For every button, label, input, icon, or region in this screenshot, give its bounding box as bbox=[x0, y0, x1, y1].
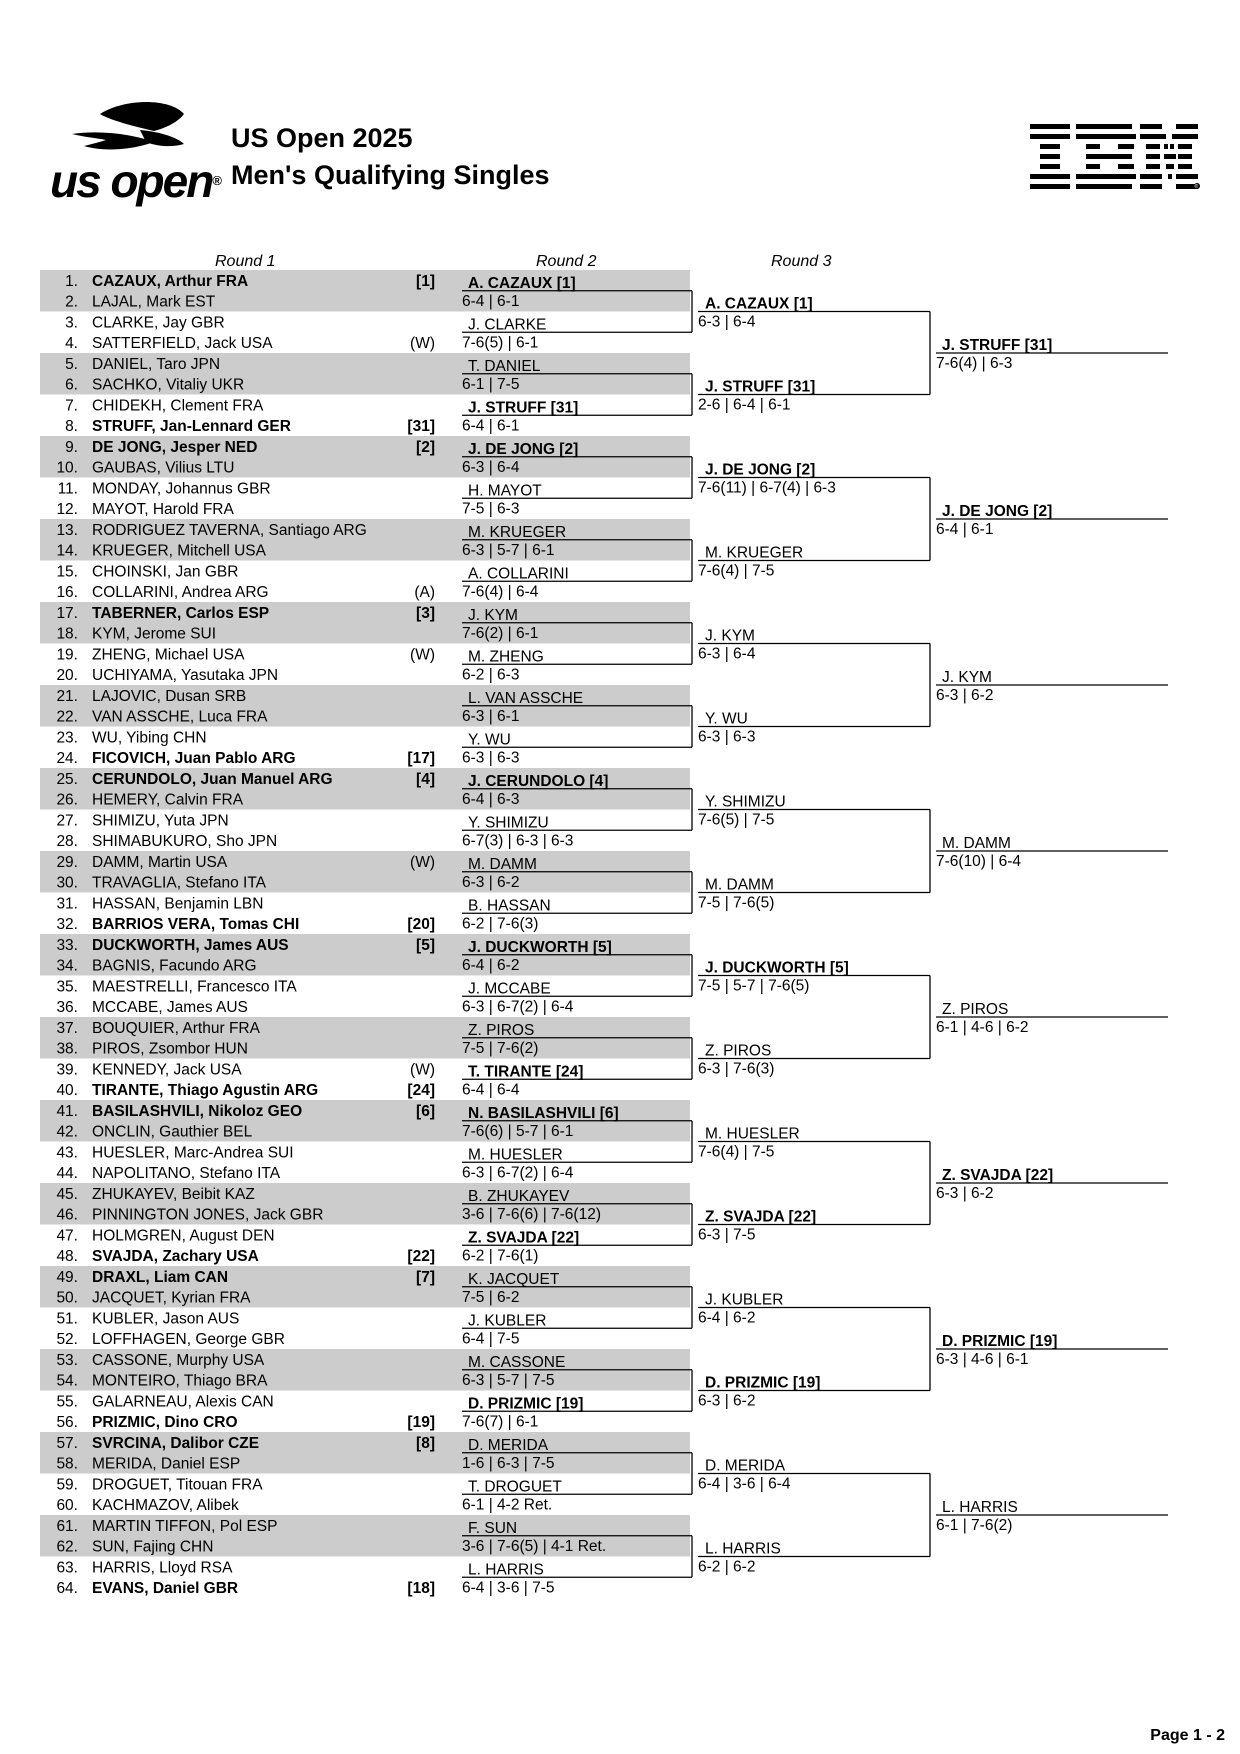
draw-position-number: 39. bbox=[56, 1061, 78, 1079]
round1-player: GALARNEAU, Alexis CAN bbox=[92, 1393, 274, 1411]
round2-winner: K. JACQUET bbox=[468, 1270, 560, 1288]
seed-tag: (W) bbox=[410, 853, 435, 871]
round1-player: CERUNDOLO, Juan Manuel ARG bbox=[92, 770, 333, 788]
round3-score: 6-4 | 6-2 bbox=[698, 1309, 756, 1327]
round2-score: 6-1 | 4-2 Ret. bbox=[462, 1496, 553, 1514]
round3-winner: Z. PIROS bbox=[705, 1042, 772, 1060]
seed-tag: [8] bbox=[416, 1434, 435, 1452]
seed-tag: [31] bbox=[407, 418, 435, 435]
round1-player: SHIMIZU, Yuta JPN bbox=[92, 812, 229, 830]
draw-position-number: 27. bbox=[56, 812, 78, 830]
round2-winner: L. VAN ASSCHE bbox=[468, 689, 584, 707]
draw-position-number: 46. bbox=[56, 1206, 78, 1224]
round1-player: GAUBAS, Vilius LTU bbox=[92, 459, 235, 477]
round1-player: NAPOLITANO, Stefano ITA bbox=[92, 1165, 281, 1182]
round1-player: SVAJDA, Zachary USA bbox=[92, 1248, 259, 1265]
round2-score: 7-6(5) | 6-1 bbox=[462, 334, 539, 352]
draw-position-number: 28. bbox=[56, 833, 78, 850]
round3-score: 6-2 | 6-2 bbox=[698, 1558, 756, 1576]
seed-tag: [7] bbox=[416, 1268, 435, 1286]
round-3-label: Round 3 bbox=[771, 253, 832, 270]
draw-position-number: 47. bbox=[56, 1227, 78, 1245]
draw-position-number: 37. bbox=[56, 1019, 78, 1037]
round1-player: KYM, Jerome SUI bbox=[92, 625, 217, 643]
round1-player: CASSONE, Murphy USA bbox=[92, 1351, 265, 1369]
round2-score: 3-6 | 7-6(5) | 4-1 Ret. bbox=[462, 1537, 607, 1555]
round3-score: 6-3 | 7-6(3) bbox=[698, 1060, 775, 1078]
draw-position-number: 41. bbox=[56, 1102, 78, 1120]
draw-position-number: 61. bbox=[56, 1517, 78, 1535]
draw-position-number: 26. bbox=[56, 791, 78, 809]
round1-player: PIROS, Zsombor HUN bbox=[92, 1040, 248, 1058]
round3-winner: Z. SVAJDA [22] bbox=[705, 1208, 817, 1226]
round3-winner: A. CAZAUX [1] bbox=[705, 295, 813, 313]
round2-winner: D. PRIZMIC [19] bbox=[468, 1395, 584, 1413]
round2-score: 6-4 | 6-2 bbox=[462, 956, 520, 974]
round2-score: 6-3 | 6-2 bbox=[462, 873, 520, 891]
round3-winner: D. PRIZMIC [19] bbox=[705, 1374, 821, 1392]
draw-position-number: 1. bbox=[65, 272, 78, 290]
round1-player: BAGNIS, Facundo ARG bbox=[92, 957, 257, 975]
round1-player: DAMM, Martin USA bbox=[92, 853, 228, 871]
draw-position-number: 29. bbox=[56, 853, 78, 871]
us-open-logo-text: us open bbox=[50, 155, 213, 207]
round1-player: ONCLIN, Gauthier BEL bbox=[92, 1123, 253, 1141]
draw-position-number: 52. bbox=[56, 1331, 78, 1348]
round2-score: 6-4 | 6-3 bbox=[462, 790, 520, 808]
round2-winner: Y. WU bbox=[468, 731, 511, 749]
draw-position-number: 57. bbox=[56, 1434, 78, 1452]
qualifier-score: 6-3 | 4-6 | 6-1 bbox=[936, 1351, 1029, 1368]
qualifier-name: J. KYM bbox=[942, 669, 992, 686]
seed-tag: [17] bbox=[407, 750, 435, 767]
draw-position-number: 60. bbox=[56, 1497, 78, 1514]
round1-player: SATTERFIELD, Jack USA bbox=[92, 335, 273, 352]
qualifier-name: Z. PIROS bbox=[942, 1001, 1009, 1018]
round2-winner: J. CLARKE bbox=[468, 316, 547, 334]
round1-player: LAJOVIC, Dusan SRB bbox=[92, 687, 247, 705]
round2-score: 1-6 | 6-3 | 7-5 bbox=[462, 1454, 555, 1472]
round1-player: HUESLER, Marc-Andrea SUI bbox=[92, 1144, 294, 1162]
draw-position-number: 20. bbox=[56, 667, 78, 684]
page-number: Page 1 - 2 bbox=[1150, 1727, 1225, 1744]
round1-player: EVANS, Daniel GBR bbox=[92, 1580, 239, 1597]
round1-player: BOUQUIER, Arthur FRA bbox=[92, 1019, 260, 1037]
round1-player: FICOVICH, Juan Pablo ARG bbox=[92, 750, 296, 767]
round2-score: 6-3 | 6-3 bbox=[462, 749, 520, 767]
qualifier-name: Z. SVAJDA [22] bbox=[942, 1167, 1054, 1184]
draw-position-number: 32. bbox=[56, 916, 78, 933]
round2-winner: M. CASSONE bbox=[468, 1353, 566, 1371]
round2-score: 7-6(7) | 6-1 bbox=[462, 1413, 539, 1431]
round1-player: MERIDA, Daniel ESP bbox=[92, 1455, 241, 1473]
seed-tag: (W) bbox=[410, 646, 435, 664]
qualifier-name: L. HARRIS bbox=[942, 1499, 1018, 1516]
round1-player: HEMERY, Calvin FRA bbox=[92, 791, 244, 809]
round2-score: 6-3 | 6-7(2) | 6-4 bbox=[462, 1164, 574, 1182]
seed-tag: [6] bbox=[416, 1102, 435, 1120]
round2-score: 6-2 | 7-6(3) bbox=[462, 915, 539, 933]
round2-score: 6-4 | 6-4 bbox=[462, 1081, 520, 1099]
round3-score: 6-3 | 6-4 bbox=[698, 645, 756, 663]
draw-position-number: 48. bbox=[56, 1248, 78, 1265]
round1-player: CAZAUX, Arthur FRA bbox=[92, 272, 249, 290]
round2-winner: T. DANIEL bbox=[468, 357, 541, 375]
round3-winner: J. STRUFF [31] bbox=[705, 378, 816, 396]
round2-score: 6-4 | 6-1 bbox=[462, 292, 520, 310]
round3-winner: J. DUCKWORTH [5] bbox=[705, 959, 849, 977]
ibm-registered-mark: ® bbox=[1194, 184, 1199, 190]
seed-tag: (W) bbox=[410, 335, 435, 352]
round3-winner: J. KUBLER bbox=[705, 1291, 784, 1309]
seed-tag: [3] bbox=[416, 604, 435, 622]
round1-player: MARTIN TIFFON, Pol ESP bbox=[92, 1517, 278, 1535]
round1-player: HARRIS, Lloyd RSA bbox=[92, 1559, 233, 1577]
draw-position-number: 49. bbox=[56, 1268, 78, 1286]
round1-player: PRIZMIC, Dino CRO bbox=[92, 1414, 238, 1431]
seed-tag: (W) bbox=[410, 1061, 435, 1079]
round1-player: MAYOT, Harold FRA bbox=[92, 501, 234, 518]
round2-winner: M. HUESLER bbox=[468, 1146, 563, 1164]
qualifier-score: 6-1 | 4-6 | 6-2 bbox=[936, 1019, 1029, 1036]
draw-position-number: 19. bbox=[56, 646, 78, 664]
round2-score: 6-1 | 7-5 bbox=[462, 375, 520, 393]
round2-winner: A. COLLARINI bbox=[468, 565, 569, 583]
round3-winner: D. MERIDA bbox=[705, 1457, 786, 1475]
round1-player: ZHENG, Michael USA bbox=[92, 646, 245, 664]
round3-score: 2-6 | 6-4 | 6-1 bbox=[698, 396, 791, 414]
round2-score: 6-2 | 7-6(1) bbox=[462, 1247, 539, 1265]
draw-position-number: 24. bbox=[56, 750, 78, 767]
round3-winner: J. KYM bbox=[705, 627, 755, 645]
round2-score: 7-6(4) | 6-4 bbox=[462, 583, 539, 601]
round3-winner: L. HARRIS bbox=[705, 1540, 781, 1558]
draw-position-number: 62. bbox=[56, 1538, 78, 1556]
round2-score: 7-5 | 6-3 bbox=[462, 500, 520, 518]
round2-winner: J. KUBLER bbox=[468, 1312, 547, 1330]
round2-score: 6-3 | 6-7(2) | 6-4 bbox=[462, 998, 574, 1016]
round3-winner: M. DAMM bbox=[705, 876, 774, 894]
round2-winner: J. KYM bbox=[468, 606, 518, 624]
qualifier-score: 7-6(4) | 6-3 bbox=[936, 355, 1013, 372]
draw-position-number: 14. bbox=[56, 542, 78, 560]
round1-player: JACQUET, Kyrian FRA bbox=[92, 1289, 251, 1307]
round1-player: STRUFF, Jan-Lennard GER bbox=[92, 418, 291, 435]
round2-score: 6-4 | 7-5 bbox=[462, 1330, 520, 1348]
round2-winner: J. DUCKWORTH [5] bbox=[468, 938, 612, 956]
round1-player: KRUEGER, Mitchell USA bbox=[92, 542, 266, 560]
qualifier-name: D. PRIZMIC [19] bbox=[942, 1333, 1058, 1350]
round2-winner: M. DAMM bbox=[468, 855, 537, 873]
seed-tag: [22] bbox=[407, 1248, 435, 1265]
page-subtitle: Men's Qualifying Singles bbox=[231, 160, 550, 190]
seed-tag: [20] bbox=[407, 916, 435, 933]
draw-position-number: 22. bbox=[56, 708, 78, 726]
draw-position-number: 42. bbox=[56, 1123, 78, 1141]
round2-winner: F. SUN bbox=[468, 1519, 518, 1537]
round1-player: PINNINGTON JONES, Jack GBR bbox=[92, 1206, 324, 1224]
round2-winner: J. MCCABE bbox=[468, 980, 551, 998]
round1-player: SHIMABUKURO, Sho JPN bbox=[92, 833, 278, 850]
round2-winner: Y. SHIMIZU bbox=[468, 814, 549, 832]
seed-tag: [1] bbox=[416, 272, 435, 290]
round3-winner: Y. SHIMIZU bbox=[705, 793, 786, 811]
draw-position-number: 43. bbox=[56, 1144, 78, 1162]
round2-winner: Z. SVAJDA [22] bbox=[468, 1229, 580, 1247]
round3-winner: J. DE JONG [2] bbox=[705, 461, 816, 479]
draw-position-number: 5. bbox=[65, 355, 78, 373]
round2-score: 6-4 | 3-6 | 7-5 bbox=[462, 1579, 555, 1597]
round1-player: DRAXL, Liam CAN bbox=[92, 1268, 229, 1286]
round3-score: 6-4 | 3-6 | 6-4 bbox=[698, 1475, 791, 1493]
draw-position-number: 64. bbox=[56, 1580, 78, 1597]
draw-position-number: 12. bbox=[56, 501, 78, 518]
round1-player: LAJAL, Mark EST bbox=[92, 293, 216, 311]
round1-player: BARRIOS VERA, Tomas CHI bbox=[92, 916, 300, 933]
round2-winner: L. HARRIS bbox=[468, 1561, 544, 1579]
round2-winner: M. KRUEGER bbox=[468, 523, 567, 541]
draw-position-number: 40. bbox=[56, 1082, 78, 1099]
round2-winner: Z. PIROS bbox=[468, 1021, 535, 1039]
registered-mark: ® bbox=[212, 173, 222, 188]
seed-tag: (A) bbox=[414, 584, 435, 601]
round3-score: 7-6(4) | 7-5 bbox=[698, 562, 775, 580]
round1-player: CHIDEKH, Clement FRA bbox=[92, 397, 264, 415]
seed-tag: [4] bbox=[416, 770, 435, 788]
round2-winner: T. TIRANTE [24] bbox=[468, 1063, 584, 1081]
round1-player: MONDAY, Johannus GBR bbox=[92, 480, 271, 498]
draw-position-number: 23. bbox=[56, 729, 78, 747]
round3-score: 6-3 | 6-2 bbox=[698, 1392, 756, 1410]
round2-score: 6-7(3) | 6-3 | 6-3 bbox=[462, 832, 574, 850]
round1-player: BASILASHVILI, Nikoloz GEO bbox=[92, 1102, 303, 1120]
seed-tag: [24] bbox=[407, 1082, 435, 1099]
round3-score: 7-5 | 7-6(5) bbox=[698, 894, 775, 912]
draw-position-number: 38. bbox=[56, 1040, 78, 1058]
round2-score: 7-5 | 6-2 bbox=[462, 1288, 520, 1306]
round1-player: DANIEL, Taro JPN bbox=[92, 355, 221, 373]
draw-position-number: 34. bbox=[56, 957, 78, 975]
round1-player: VAN ASSCHE, Luca FRA bbox=[92, 708, 268, 726]
draw-position-number: 25. bbox=[56, 770, 78, 788]
round3-score: 6-3 | 6-4 bbox=[698, 313, 756, 331]
round3-score: 6-3 | 6-3 bbox=[698, 728, 756, 746]
round1-player: MAESTRELLI, Francesco ITA bbox=[92, 978, 297, 996]
draw-position-number: 18. bbox=[56, 625, 78, 643]
draw-position-number: 51. bbox=[56, 1310, 78, 1328]
round2-score: 6-2 | 6-3 bbox=[462, 666, 520, 684]
qualifier-score: 6-1 | 7-6(2) bbox=[936, 1517, 1013, 1534]
draw-position-number: 6. bbox=[65, 376, 78, 394]
round2-winner: M. ZHENG bbox=[468, 648, 544, 666]
draw-position-number: 45. bbox=[56, 1185, 78, 1203]
round1-player: LOFFHAGEN, George GBR bbox=[92, 1331, 285, 1348]
round2-winner: J. DE JONG [2] bbox=[468, 440, 579, 458]
round1-player: MONTEIRO, Thiago BRA bbox=[92, 1372, 268, 1390]
round1-player: HOLMGREN, August DEN bbox=[92, 1227, 275, 1245]
round1-player: KENNEDY, Jack USA bbox=[92, 1061, 242, 1079]
round1-player: WU, Yibing CHN bbox=[92, 729, 207, 747]
round1-player: UCHIYAMA, Yasutaka JPN bbox=[92, 667, 279, 684]
round1-player: DE JONG, Jesper NED bbox=[92, 438, 258, 456]
round3-score: 6-3 | 7-5 bbox=[698, 1226, 756, 1244]
round1-player: SACHKO, Vitaliy UKR bbox=[92, 376, 245, 394]
draw-position-number: 17. bbox=[56, 604, 78, 622]
draw-position-number: 9. bbox=[65, 438, 78, 456]
round1-player: HASSAN, Benjamin LBN bbox=[92, 895, 264, 913]
draw-position-number: 15. bbox=[56, 563, 78, 581]
draw-position-number: 63. bbox=[56, 1559, 78, 1577]
seed-tag: [2] bbox=[416, 438, 435, 456]
round3-score: 7-6(11) | 6-7(4) | 6-3 bbox=[698, 479, 836, 497]
qualifier-score: 7-6(10) | 6-4 bbox=[936, 853, 1022, 870]
draw-position-number: 3. bbox=[65, 314, 78, 332]
round3-winner: M. KRUEGER bbox=[705, 544, 804, 562]
round2-score: 6-4 | 6-1 bbox=[462, 417, 520, 435]
round3-winner: Y. WU bbox=[705, 710, 748, 728]
draw-position-number: 53. bbox=[56, 1351, 78, 1369]
draw-position-number: 8. bbox=[65, 418, 78, 435]
page-title: US Open 2025 bbox=[231, 123, 413, 153]
qualifier-name: M. DAMM bbox=[942, 835, 1011, 852]
round2-winner: D. MERIDA bbox=[468, 1436, 549, 1454]
draw-position-number: 30. bbox=[56, 874, 78, 892]
round1-player: KUBLER, Jason AUS bbox=[92, 1310, 240, 1328]
qualifier-score: 6-3 | 6-2 bbox=[936, 687, 994, 704]
round1-player: TRAVAGLIA, Stefano ITA bbox=[92, 874, 267, 892]
draw-position-number: 35. bbox=[56, 978, 78, 996]
draw-position-number: 21. bbox=[56, 687, 78, 705]
draw-position-number: 59. bbox=[56, 1476, 78, 1494]
round2-score: 6-3 | 6-1 bbox=[462, 707, 520, 725]
round2-winner: J. STRUFF [31] bbox=[468, 399, 579, 417]
round1-player: RODRIGUEZ TAVERNA, Santiago ARG bbox=[92, 521, 367, 539]
draw-position-number: 58. bbox=[56, 1455, 78, 1473]
qualifier-name: J. DE JONG [2] bbox=[942, 503, 1053, 520]
round1-player: COLLARINI, Andrea ARG bbox=[92, 584, 269, 601]
round-2-label: Round 2 bbox=[536, 253, 597, 270]
round2-score: 7-6(6) | 5-7 | 6-1 bbox=[462, 1122, 574, 1140]
qualifier-score: 6-4 | 6-1 bbox=[936, 521, 994, 538]
round1-player: CLARKE, Jay GBR bbox=[92, 314, 225, 332]
draw-position-number: 11. bbox=[57, 480, 78, 498]
round2-winner: B. ZHUKAYEV bbox=[468, 1187, 570, 1205]
round2-score: 3-6 | 7-6(6) | 7-6(12) bbox=[462, 1205, 601, 1223]
qualifier-score: 6-3 | 6-2 bbox=[936, 1185, 994, 1202]
round3-winner: M. HUESLER bbox=[705, 1125, 800, 1143]
draw-position-number: 2. bbox=[65, 293, 78, 311]
round2-winner: T. DROGUET bbox=[468, 1478, 562, 1496]
round1-player: SUN, Fajing CHN bbox=[92, 1538, 214, 1556]
round3-score: 7-5 | 5-7 | 7-6(5) bbox=[698, 977, 810, 995]
round1-player: KACHMAZOV, Alibek bbox=[92, 1497, 239, 1514]
draw-position-number: 54. bbox=[56, 1372, 78, 1390]
round2-score: 7-5 | 7-6(2) bbox=[462, 1039, 539, 1057]
round2-winner: J. CERUNDOLO [4] bbox=[468, 772, 609, 790]
round3-score: 7-6(5) | 7-5 bbox=[698, 811, 775, 829]
draw-position-number: 56. bbox=[56, 1414, 78, 1431]
draw-position-number: 44. bbox=[56, 1165, 78, 1182]
seed-tag: [18] bbox=[407, 1580, 435, 1597]
round1-player: ZHUKAYEV, Beibit KAZ bbox=[92, 1185, 255, 1203]
draw-position-number: 31. bbox=[56, 895, 78, 913]
draw-position-number: 33. bbox=[56, 936, 78, 954]
round-1-label: Round 1 bbox=[215, 253, 276, 270]
round2-winner: B. HASSAN bbox=[468, 897, 551, 915]
round2-winner: H. MAYOT bbox=[468, 482, 542, 500]
seed-tag: [5] bbox=[416, 936, 435, 954]
draw-position-number: 16. bbox=[56, 584, 78, 601]
draw-position-number: 4. bbox=[65, 335, 78, 352]
qualifier-name: J. STRUFF [31] bbox=[942, 337, 1053, 354]
round2-score: 6-3 | 5-7 | 6-1 bbox=[462, 541, 555, 559]
round1-player: TABERNER, Carlos ESP bbox=[92, 604, 270, 622]
round2-score: 6-3 | 6-4 bbox=[462, 458, 520, 476]
round3-score: 7-6(4) | 7-5 bbox=[698, 1143, 775, 1161]
draw-position-number: 13. bbox=[56, 521, 78, 539]
round1-player: MCCABE, James AUS bbox=[92, 999, 248, 1016]
round1-player: DROGUET, Titouan FRA bbox=[92, 1476, 263, 1494]
draw-position-number: 55. bbox=[56, 1393, 78, 1411]
round2-score: 7-6(2) | 6-1 bbox=[462, 624, 539, 642]
round2-score: 6-3 | 5-7 | 7-5 bbox=[462, 1371, 555, 1389]
draw-position-number: 10. bbox=[56, 459, 78, 477]
draw-position-number: 7. bbox=[65, 397, 78, 415]
round1-player: SVRCINA, Dalibor CZE bbox=[92, 1434, 260, 1452]
seed-tag: [19] bbox=[407, 1414, 435, 1431]
round2-winner: A. CAZAUX [1] bbox=[468, 274, 576, 292]
round2-winner: N. BASILASHVILI [6] bbox=[468, 1104, 619, 1122]
draw-position-number: 50. bbox=[56, 1289, 78, 1307]
round1-player: CHOINSKI, Jan GBR bbox=[92, 563, 239, 581]
draw-position-number: 36. bbox=[56, 999, 78, 1016]
round1-player: DUCKWORTH, James AUS bbox=[92, 936, 289, 954]
round1-player: TIRANTE, Thiago Agustin ARG bbox=[92, 1082, 319, 1099]
